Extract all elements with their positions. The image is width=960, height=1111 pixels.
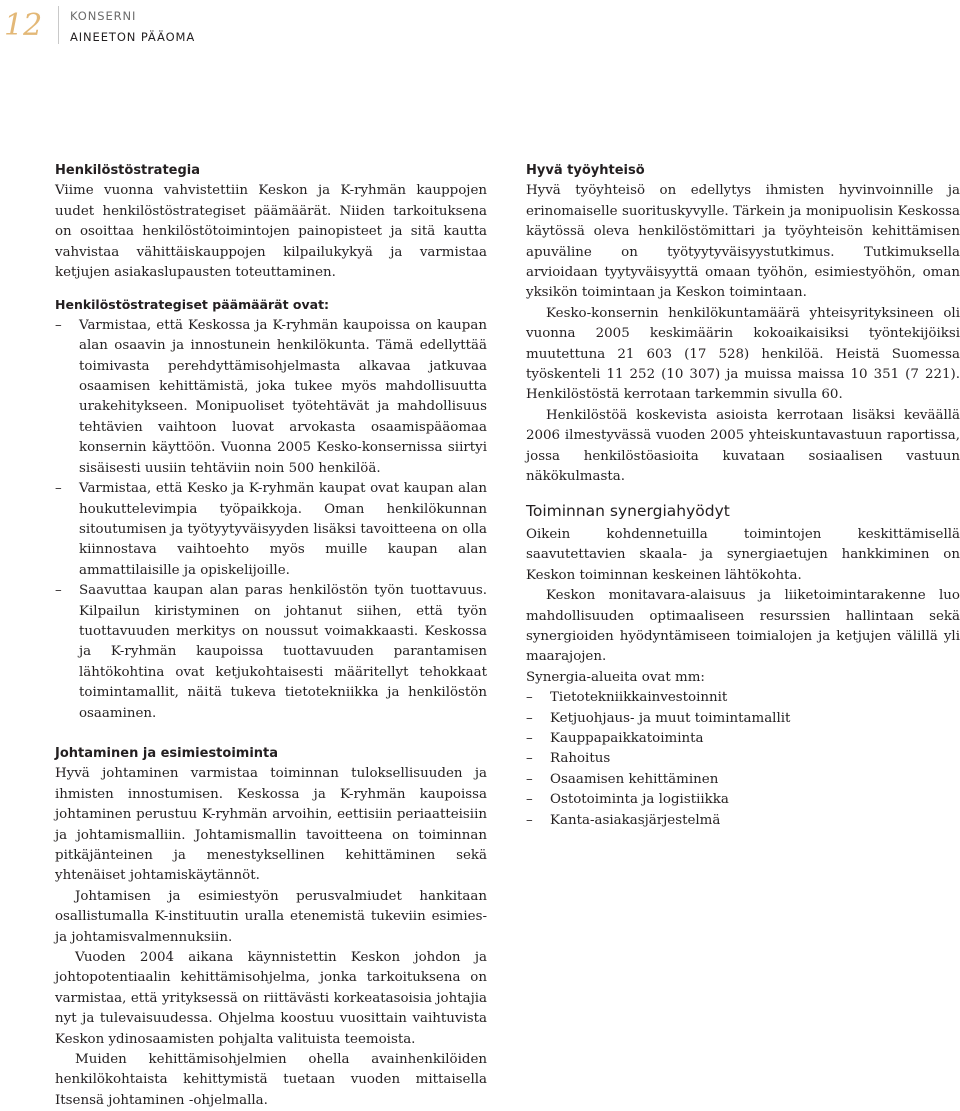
goals-list bbox=[55, 316, 487, 724]
list-item: – Ostotoiminta ja logistiikka bbox=[526, 790, 960, 810]
leadership-paragraph-4: Muiden kehittämisohjelmien ohella avainhenkilöiden henkilökohtaista kehittymistä tuetaan vuoden mittaisella Itsensä johtaminen -ohjelmalla. bbox=[55, 1052, 487, 1108]
leadership-heading: Johtaminen ja esimiestoiminta bbox=[55, 745, 279, 761]
wellbeing-paragraph-2: Kesko-konsernin henkilökuntamäärä yhteisyrityksineen oli vuonna 2005 keskimäärin kokoaikaisiksi työntekijöiksi muutettuna 21 603 (17 528) henkilöä. Heistä Suomessa työskenteli 11 252 (10 307) ja muissa maissa 10 351 (7 221). Henkilöstöstä kerrotaan tarkemmin sivulla 60. bbox=[526, 305, 960, 403]
page-title: AINEETON PÄÄOMA bbox=[70, 30, 196, 44]
wellbeing-paragraph-1: Hyvä työyhteisö on edellytys ihmisten hyvinvoinnille ja erinomaiselle suorituskyvylle. Tärkein ja monipuolisin Keskossa käytössä oleva henkilöstömittari ja työyhteisön kehittämisen apuväline on työtyytyväisyystutkimus. Tutkimuksella arvioidaan tyytyväisyyttä omaan työhön, esimiestyöhön, oman yksikön toimintaan ja Keskon toimintaan. bbox=[526, 183, 960, 301]
page-number: 12 bbox=[4, 8, 43, 43]
list-item: – Varmistaa, että Keskossa ja K-ryhmän kaupoissa on kaupan alan osaavin ja innostunein henkilökunta. Tämä edellyttää toimivasta perehdyttämisohjelmasta alkavaa jatkuvaa osaamisen kehittämistä, joka tukee myös mahdollisuutta urakehitykseen. Monipuoliset työtehtävät ja mahdollisuus tehtävien vaihtoon luovat arvokasta osaamispääomaa konsernin käyttöön. Vuonna 2005 Kesko-konsernissa siirtyi sisäisesti uusiin tehtäviin noin 500 henkilöä. bbox=[55, 316, 487, 479]
section-label: KONSERNI bbox=[70, 9, 137, 23]
synergy-list-title: Synergia-alueita ovat mm: bbox=[526, 669, 705, 685]
left-column bbox=[55, 161, 487, 1111]
wellbeing-heading: Hyvä työyhteisö bbox=[526, 163, 645, 178]
leadership-paragraph-1: Hyvä johtaminen varmistaa toiminnan tuloksellisuuden ja ihmisten innostumisen. Keskossa ja K-ryhmän kaupoissa johtaminen perustuu K-ryhmän arvoihin, eettisiin periaatteisiin ja johtamismalliin. Johtamismallin tavoitteena on toiminnan pitkäjänteinen ja menestyksellinen kehittäminen sekä yhtenäiset johtamiskäytännöt. bbox=[55, 766, 487, 884]
leadership-paragraph-2: Johtamisen ja esimiestyön perusvalmiudet hankitaan osallistumalla K-instituutin uralla etenemistä tukeviin esimies- ja johtamisvalmennuksiin. bbox=[55, 888, 487, 945]
strategy-paragraph: Viime vuonna vahvistettiin Keskon ja K-ryhmän kauppojen uudet henkilöstöstrategiset päämäärät. Niiden tarkoituksena on osoittaa henkilöstötoimintojen painopisteet ja sitä kautta vahvistaa vähittäiskauppojen kilpailukykyä ja varmistaa ketjujen asiakaslupausten toteuttaminen. bbox=[55, 183, 487, 281]
header-divider bbox=[58, 6, 59, 44]
wellbeing-paragraph-3: Henkilöstöä koskevista asioista kerrotaan lisäksi keväällä 2006 ilmestyvässä vuoden 2005 yhteiskuntavastuun raportissa, jossa henkilöstöasioita kuvataan sosiaalisen vastuun näkökulmasta. bbox=[526, 407, 960, 485]
synergy-paragraph-2: Keskon monitavara-alaisuus ja liiketoimintarakenne luo mahdollisuuden optimaaliseen resurssien hallintaan sekä synergioiden hyödyntämiseen toimialojen ja ketjujen välillä yli maarajojen. bbox=[526, 588, 960, 665]
strategy-heading: Henkilöstöstrategia bbox=[55, 163, 201, 178]
list-item: – Osaamisen kehittäminen bbox=[526, 770, 960, 790]
right-column bbox=[526, 161, 960, 831]
list-item: – Kanta-asiakasjärjestelmä bbox=[526, 811, 960, 831]
synergy-heading: Toiminnan synergiahyödyt bbox=[526, 501, 730, 520]
goals-heading: Henkilöstöstrategiset päämäärät ovat: bbox=[55, 297, 330, 313]
list-item: – Rahoitus bbox=[526, 749, 960, 769]
list-item: – Kauppapaikkatoiminta bbox=[526, 729, 960, 749]
synergy-list bbox=[526, 688, 960, 831]
list-item: – Varmistaa, että Kesko ja K-ryhmän kaupat ovat kaupan alan houkuttelevimpia työpaikkoja. Oman henkilökunnan sitoutumisen ja työtyytyväisyyden lisäksi tavoitteena on olla kiinnostava vaihtoehto myös muille kaupan alan ammattilaisille ja opiskelijoille. bbox=[55, 479, 487, 581]
synergy-paragraph-1: Oikein kohdennetuilla toimintojen keskittämisellä saavutettavien skaala- ja synergiaetujen hankkiminen on Keskon toiminnan keskeinen lähtökohta. bbox=[526, 526, 960, 583]
list-item: – Saavuttaa kaupan alan paras henkilöstön työn tuottavuus. Kilpailun kiristyminen on johtanut siihen, että työn tuottavuuden merkitys on noussut voimakkaasti. Keskossa ja K-ryhmän kaupoissa tuottavuuden parantamisen lähtökohtina ovat ketjukohtaisesti määritellyt tehokkaat toimintamallit, näitä tukeva tietotekniikka ja henkilöstön osaaminen. bbox=[55, 581, 487, 724]
leadership-paragraph-3: Vuoden 2004 aikana käynnistettin Keskon johdon ja johtopotentiaalin kehittämisohjelma, jonka tarkoituksena on varmistaa, että yrityksessä on riittävästi korkeatasoisia johtajia nyt ja tulevaisuudessa. Ohjelma koostuu vuosittain vaihtuvista Keskon ydinosaamisten pohjalta valituista teemoista. bbox=[55, 950, 487, 1047]
list-item: – Tietotekniikkainvestoinnit bbox=[526, 688, 960, 708]
list-item: – Ketjuohjaus- ja muut toimintamallit bbox=[526, 709, 960, 729]
